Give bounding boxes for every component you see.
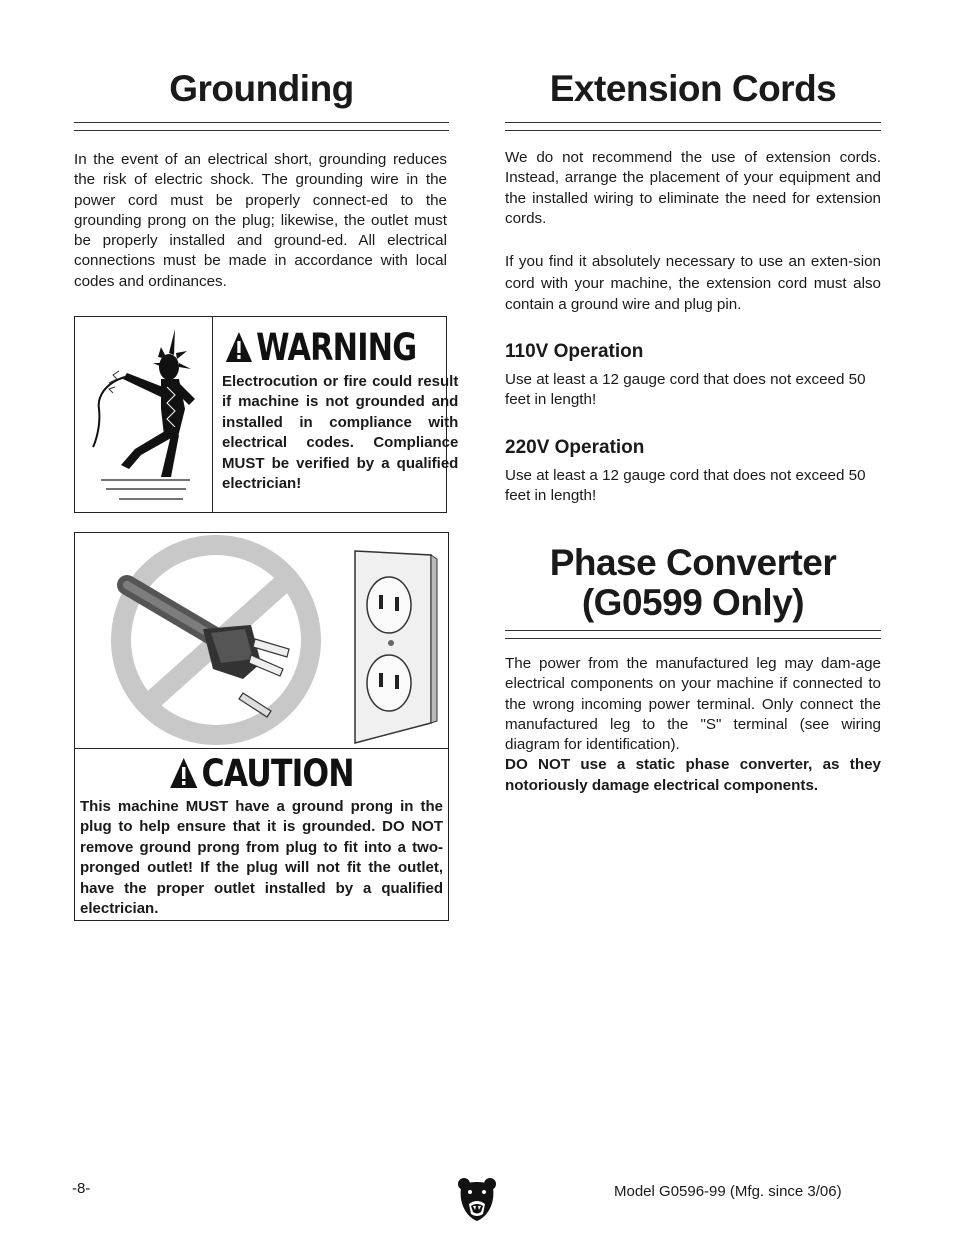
op220-title: 220V Operation	[505, 437, 645, 458]
page-number: -8-	[72, 1180, 91, 1197]
phase-converter-bold-text: DO NOT use a static phase converter, as they notoriously damage electrical components.	[505, 756, 881, 794]
phase-converter-title-line1: Phase Converter	[549, 542, 837, 583]
electrocution-figure-icon	[75, 317, 212, 512]
op110-title: 110V Operation	[505, 341, 644, 362]
model-info: Model G0596-99 (Mfg. since 3/06)	[614, 1183, 842, 1200]
caution-text: This machine MUST have a ground prong in the plug to help ensure that it is grounded. DO NOT remove ground prong from plug to fit into a two-pronged outlet! If the plug will not fit the outlet, have the proper outlet installed by a qualified electrician.	[80, 798, 443, 918]
grounding-title: Grounding	[169, 68, 354, 109]
caution-content	[75, 749, 448, 919]
electrocution-illustration	[75, 317, 213, 512]
no-ground-prong-removal-illustration	[75, 533, 448, 749]
extension-cords-title-rule	[505, 122, 881, 131]
warning-box	[74, 316, 459, 513]
warning-content	[213, 317, 467, 512]
phase-converter-body	[505, 654, 881, 796]
caution-triangle-icon	[169, 757, 198, 789]
phase-converter-title-line2: (G0599 Only)	[581, 582, 805, 623]
grizzly-bear-logo	[457, 1176, 497, 1227]
caution-box	[74, 532, 449, 921]
caution-header	[107, 749, 416, 797]
phase-converter-text: The power from the manufactured leg may dam-age electrical components on your machine if connected to the wrong incoming power terminal. Only connect the manufactured leg to the "S" terminal (see wiring diagram for identification).	[505, 655, 881, 754]
grounding-body: In the event of an electrical short, grounding reduces the risk of electric shock. The grounding wire in the power cord must be properly connect-ed to the grounding prong on the plug; likewise, the outlet must be properly installed and ground-ed. All electrical connections must be made in accordance with local codes and ordinances.	[74, 151, 447, 290]
bear-head-icon	[457, 1176, 497, 1222]
warning-header	[225, 325, 416, 369]
extension-cords-para2: If you find it absolutely necessary to use an exten-sion cord with your machine, the extension cord must also contain a ground wire and plug pin.	[505, 253, 881, 313]
grounding-title-rule	[74, 122, 449, 131]
warning-label: WARNING	[256, 325, 417, 369]
plug-outlet-prohibited-icon	[75, 533, 447, 747]
extension-cords-para1: We do not recommend the use of extension cords. Instead, arrange the placement of your equipment and the installed wiring to eliminate the need for extension cords.	[505, 149, 881, 227]
extension-cords-title: Extension Cords	[549, 68, 837, 109]
caution-label: CAUTION	[201, 751, 354, 795]
phase-converter-title-rule	[505, 630, 881, 639]
op110-text: Use at least a 12 gauge cord that does not exceed 50 feet in length!	[505, 371, 866, 409]
op220-text: Use at least a 12 gauge cord that does not exceed 50 feet in length!	[505, 467, 866, 505]
warning-text: Electrocution or fire could result if machine is not grounded and installed in compliance with electrical codes. Compliance MUST be verified by a qualified electrician!	[222, 373, 459, 493]
warning-triangle-icon	[225, 331, 253, 363]
